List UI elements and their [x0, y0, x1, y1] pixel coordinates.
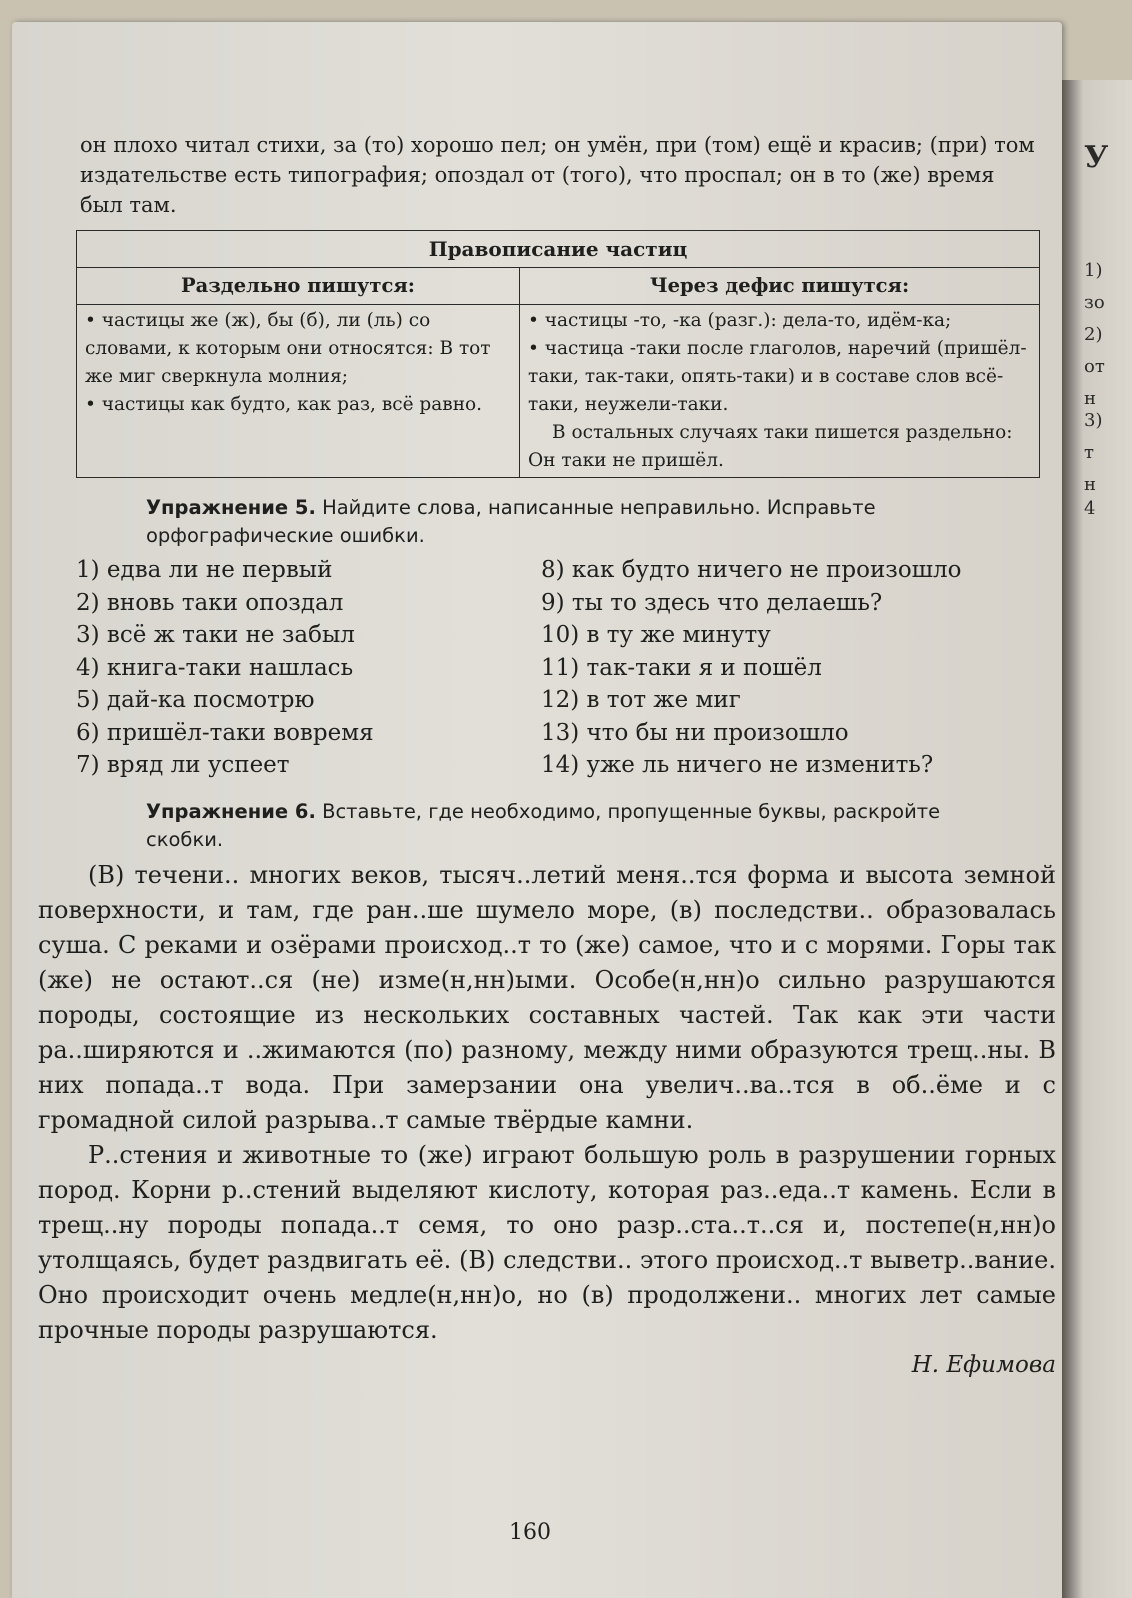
exercise5-label: Упражнение 5.	[146, 496, 316, 519]
exercise5-list	[76, 554, 1056, 782]
exercise6-text	[38, 858, 1056, 1383]
list-item: 1) едва ли не первый	[76, 557, 333, 583]
page-content	[36, 130, 1056, 1383]
table-right-header: Через дефис пишутся:	[519, 268, 1039, 305]
rule-item: • частицы -то, -ка (разг.): дела-то, идём-ка;	[527, 310, 952, 331]
lead-text: он плохо читал стихи, за (то) хорошо пел; он умён, при (том) ещё и красив; (при) том издательстве есть типография; опоздал от (того), что проспал; он в то (же) время был там.	[80, 133, 1035, 217]
page-number: 160	[509, 1520, 551, 1545]
exercise6-task: Вставьте, где необходимо, пропущенные буквы, раскройте скобки.	[146, 799, 941, 851]
list-item: 6) пришёл-таки вовремя	[76, 719, 374, 746]
author: Н. Ефимова	[911, 1351, 1056, 1378]
paragraph: Р..стения и животные то (же) играют большую роль в разрушении горных пород. Корни р..стений выделяют кислоту, которая раз..еда..т камень. Если в трещ..ну породы попада..т семя, то оно разр..ста..т..ся и, постепе(н,нн)о утолщаясь, будет раздвигать её. (В) следстви.. этого происход..т выветр..вание. Оно происходит очень медле(н,нн)о, но (в) продолжени.. многих лет самые прочные породы разрушаются.	[38, 1140, 1056, 1344]
exercise5-column-left	[76, 554, 541, 782]
exercise5-task: Найдите слова, написанные неправильно. Исправьте орфографические ошибки.	[146, 496, 876, 547]
exercise6-heading	[146, 798, 1016, 854]
list-item: 8) как будто ничего не произошло	[541, 557, 962, 583]
rule-item: • частица -таки после глаголов, наречий (пришёл-таки, так-таки, опять-таки) и в составе слов всё-таки, неужели-таки.	[527, 338, 1027, 415]
table-right-cell	[519, 305, 1039, 478]
rule-item: В остальных случаях таки пишется раздельно: Он таки не пришёл.	[527, 422, 1013, 471]
particles-spelling-table	[76, 230, 1040, 478]
table-left-header: Раздельно пишутся:	[77, 268, 520, 305]
list-item: 10) в ту же минуту	[541, 622, 771, 648]
list-item: 4) книга-таки нашлась	[76, 654, 354, 681]
page-fragment: 2)	[1084, 324, 1103, 345]
page-fragment: 4	[1084, 498, 1096, 519]
page-fragment: н	[1084, 474, 1096, 495]
list-item: 5) дай-ка посмотрю	[76, 687, 315, 713]
exercise6-label: Упражнение 6.	[146, 799, 316, 823]
page-fragment: зо	[1084, 292, 1105, 313]
paragraph: (В) течени.. многих веков, тысяч..летий меня..тся форма и высота земной поверхности, и там, где ран..ше шумело море, (в) последстви.. образовалась суша. С реками и озёрами происход..т то (же) самое, что и с морями. Горы так (же) не остают..ся (не) изме(н,нн)ыми. Особе(н,нн)о сильно разрушаются породы, состоящие из нескольких составных частей. Так как эти части ра..ширяются и ..жимаются (по) разному, между ними образуются трещ..ны. В них попада..т вода. При замерзании она увелич..ва..тся в об..ёме и с громадной силой разрыва..т самые твёрдые камни.	[38, 860, 1056, 1134]
list-item: 2) вновь таки опоздал	[76, 589, 344, 616]
list-item: 3) всё ж таки не забыл	[76, 622, 355, 648]
exercise5-heading	[146, 494, 1016, 550]
page-fragment: У	[1084, 140, 1109, 175]
exercise5-column-right	[541, 554, 1056, 782]
list-item: 12) в тот же миг	[541, 687, 741, 713]
table-left-cell	[77, 305, 520, 478]
list-item: 9) ты то здесь что делаешь?	[541, 589, 883, 616]
rule-item: • частицы же (ж), бы (б), ли (ль) со словами, к которым они относятся: В тот же миг сверкнула молния;	[85, 310, 491, 387]
page-fragment: от	[1084, 356, 1105, 377]
table-title: Правописание частиц	[77, 231, 1040, 268]
page-fragment: 3)	[1084, 410, 1103, 431]
rule-item: • частицы как будто, как раз, всё равно.	[85, 394, 483, 415]
list-item: 14) уже ль ничего не изменить?	[541, 752, 934, 778]
adjacent-page-edge	[1062, 80, 1132, 1598]
page-fragment: 1)	[1084, 260, 1103, 281]
page-fragment: н	[1084, 388, 1096, 409]
page-fragment: т	[1084, 442, 1094, 463]
list-item: 13) что бы ни произошло	[541, 719, 849, 746]
list-item: 7) вряд ли успеет	[76, 752, 290, 778]
list-item: 11) так-таки я и пошёл	[541, 654, 822, 681]
